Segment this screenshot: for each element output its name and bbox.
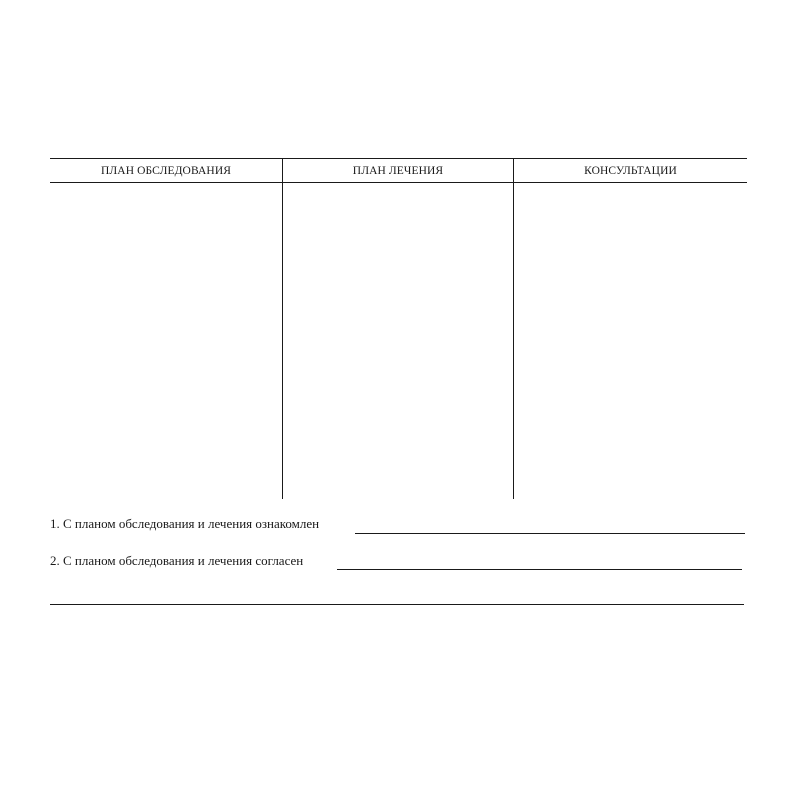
treatment-plan-area[interactable] — [283, 184, 512, 498]
signature-line-agreed[interactable] — [337, 569, 742, 570]
signature-line-acquainted[interactable] — [355, 533, 745, 534]
table-top-border — [50, 158, 747, 159]
statement-agreed: 2. С планом обследования и лечения согласен — [50, 553, 304, 568]
table-header-bottom-border — [50, 182, 747, 183]
consultations-area[interactable] — [514, 184, 747, 498]
column-header-treatment-plan: ПЛАН ЛЕЧЕНИЯ — [352, 165, 444, 177]
column-header-examination-plan: ПЛАН ОБСЛЕДОВАНИЯ — [100, 165, 231, 177]
column-header-consultations: КОНСУЛЬТАЦИИ — [584, 165, 677, 177]
examination-plan-area[interactable] — [50, 184, 281, 498]
signature-line-extra[interactable] — [50, 604, 744, 605]
statement-acquainted: 1. С планом обследования и лечения ознакомлен — [50, 516, 320, 531]
